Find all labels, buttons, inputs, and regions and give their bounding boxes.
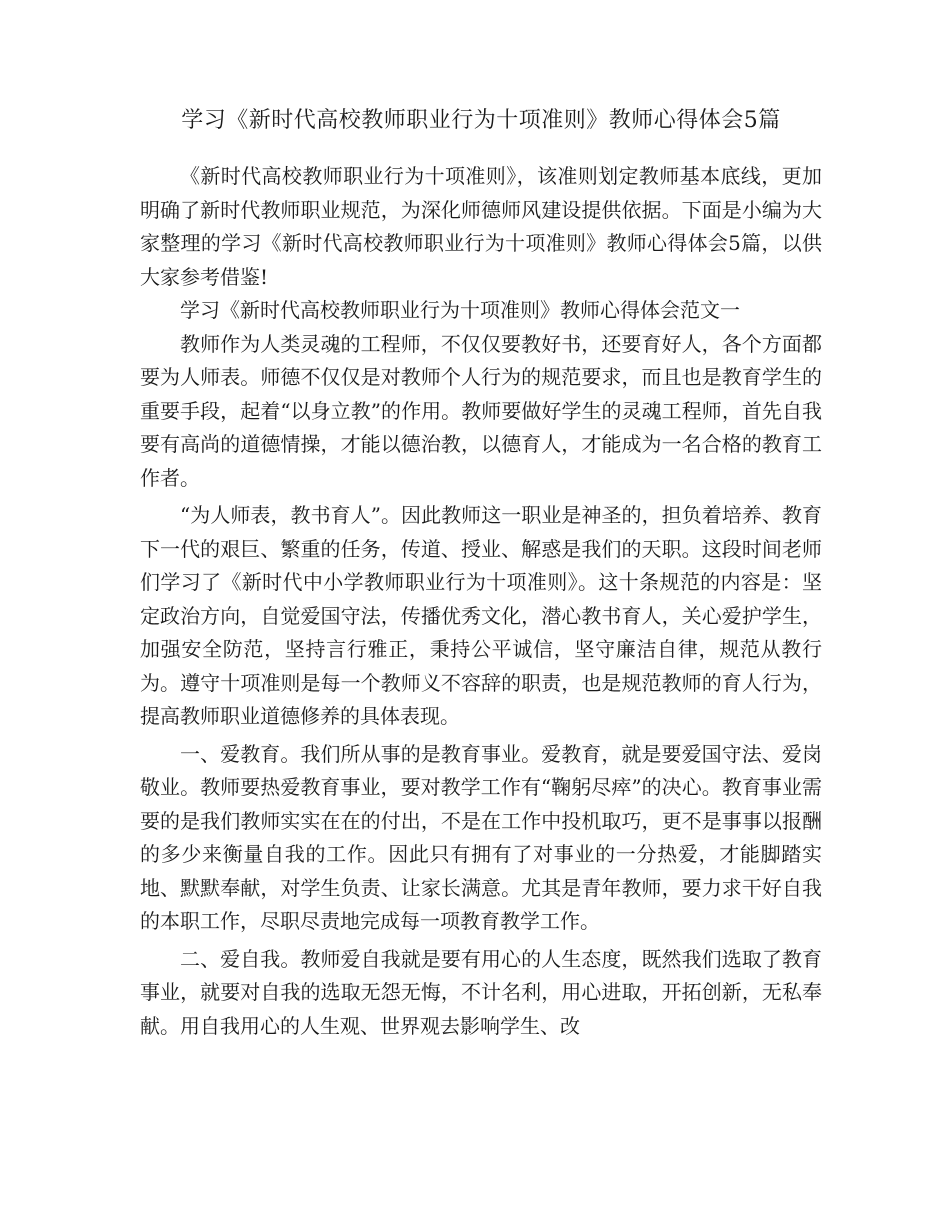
paragraph: 二、爱自我。教师爱自我就是要有用心的人生态度，既然我们选取了教育事业，就要对自我的选取无怨无悔，不计名利，用心进取，开拓创新，无私奉献。用自我用心的人生观、世界观去影响学生、改: [140, 946, 822, 1038]
document-title: 学习《新时代高校教师职业行为十项准则》教师心得体会5篇: [181, 108, 781, 133]
section-heading: 学习《新时代高校教师职业行为十项准则》教师心得体会范文一: [180, 298, 740, 322]
paragraph-intro: 《新时代高校教师职业行为十项准则》，该准则划定教师基本底线，更加明确了新时代教师职业规范，为深化师德师风建设提供依据。下面是小编为大家整理的学习《新时代高校教师职业行为十项准则》教师心得体会5篇，以供大家参考借鉴!: [140, 164, 822, 289]
paragraph: 一、爱教育。我们所从事的是教育事业。爱教育，就是要爱国守法、爱岗敬业。教师要热爱教育事业，要对教学工作有“鞠躬尽瘁”的决心。教育事业需要的是我们教师实实在在的付出，不是在工作中投机取巧，更不是事事以报酬的多少来衡量自我的工作。因此只有拥有了对事业的一分热爱，才能脚踏实地、默默奉献，对学生负责、让家长满意。尤其是青年教师，要力求干好自我的本职工作，尽职尽责地完成每一项教育教学工作。: [140, 741, 822, 933]
paragraph: “为人师表，教书育人”。因此教师这一职业是神圣的，担负着培养、教育下一代的艰巨、繁重的任务，传道、授业、解惑是我们的天职。这段时间老师们学习了《新时代中小学教师职业行为十项准则》。这十条规范的内容是：坚定政治方向，自觉爱国守法，传播优秀文化，潜心教书育人，关心爱护学生，加强安全防范，坚持言行雅正，秉持公平诚信，坚守廉洁自律，规范从教行为。遵守十项准则是每一个教师义不容辞的职责，也是规范教师的育人行为，提高教师职业道德修养的具体表现。: [140, 503, 822, 728]
document-page: [140, 104, 822, 1043]
paragraph: 教师作为人类灵魂的工程师，不仅仅要教好书，还要育好人，各个方面都要为人师表。师德不仅仅是对教师个人行为的规范要求，而且也是教育学生的重要手段，起着“以身立教”的作用。教师要做好学生的灵魂工程师，首先自我要有高尚的道德情操，才能以德治教，以德育人，才能成为一名合格的教育工作者。: [140, 331, 822, 490]
